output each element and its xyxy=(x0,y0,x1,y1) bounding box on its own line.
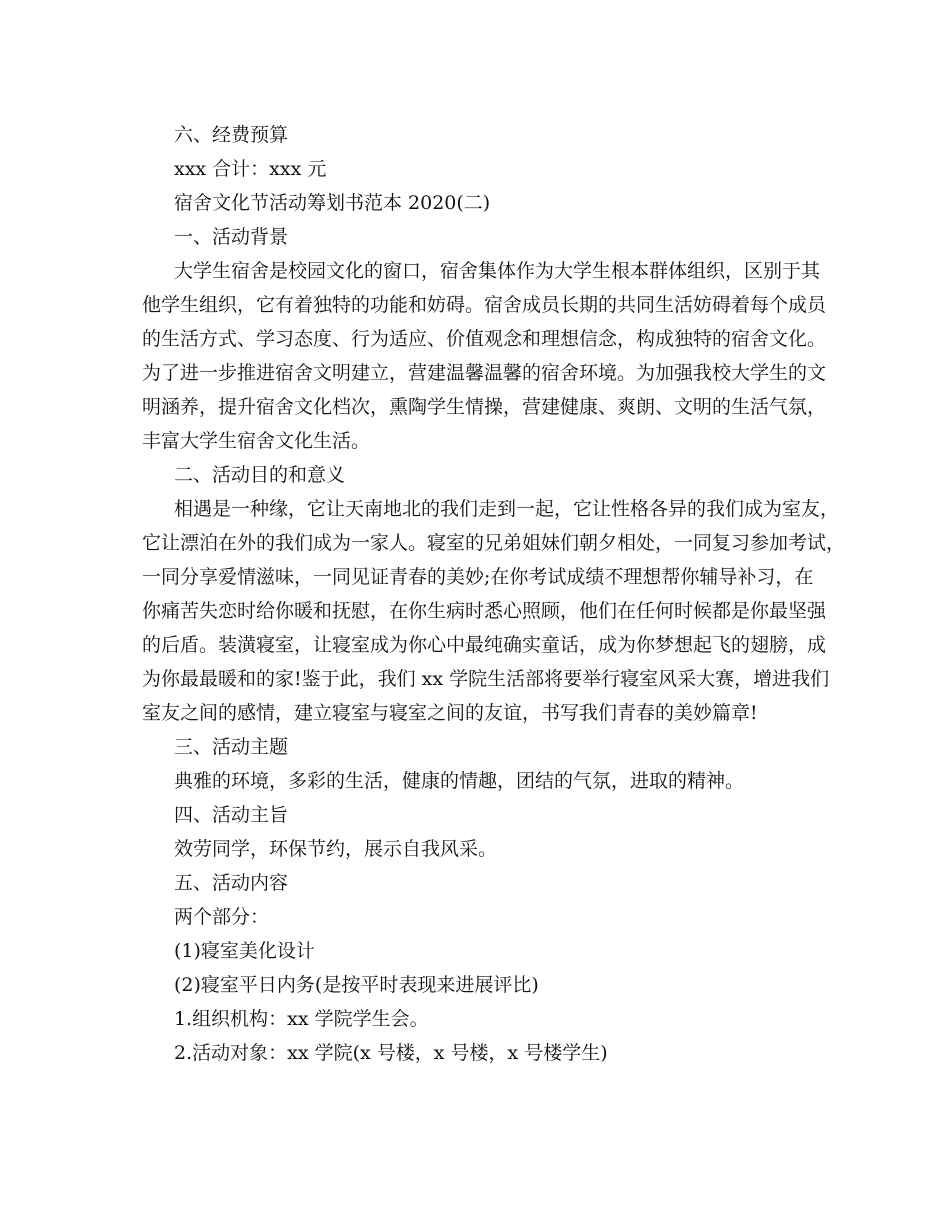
paragraph-line: 你痛苦失恋时给你暖和抚慰，在你生病时悉心照顾，他们在任何时候都是你最坚强 xyxy=(142,600,827,622)
paragraph-line: 典雅的环境，多彩的生活，健康的情趣，团结的气氛，进取的精神。 xyxy=(174,770,745,792)
section-heading-aim: 四、活动主旨 xyxy=(174,804,289,826)
paragraph-line: 一同分享爱情滋味，一同见证青春的美妙;在你考试成绩不理想帮你辅导补习，在 xyxy=(142,566,814,588)
section-heading-background: 一、活动背景 xyxy=(174,226,289,248)
paragraph-line: 为你最最暖和的家!鉴于此，我们 xx 学院生活部将要举行寝室风采大赛，增进我们 xyxy=(142,668,830,690)
section-heading-budget: 六、经费预算 xyxy=(174,124,289,146)
paragraph-line: 为了进一步推进宿舍文明建立，营建温馨温馨的宿舍环境。为加强我校大学生的文 xyxy=(142,362,827,384)
paragraph-line: 明涵养，提升宿舍文化档次，熏陶学生情操，营建健康、爽朗、文明的生活气氛， xyxy=(142,396,827,418)
paragraph-line: 他学生组织，它有着独特的功能和妨碍。宿舍成员长期的共同生活妨碍着每个成员 xyxy=(142,294,827,316)
list-item: (1)寝室美化设计 xyxy=(174,940,315,962)
paragraph-line: 相遇是一种缘，它让天南地北的我们走到一起，它让性格各异的我们成为室友， xyxy=(174,498,840,520)
paragraph-line: 的后盾。装潢寝室，让寝室成为你心中最纯确实童话，成为你梦想起飞的翅膀，成 xyxy=(142,634,827,656)
paragraph-line: 它让漂泊在外的我们成为一家人。寝室的兄弟姐妹们朝夕相处，一同复习参加考试， xyxy=(142,532,846,554)
paragraph-line: 丰富大学生宿舍文化生活。 xyxy=(142,430,371,452)
paragraph-line: 室友之间的感情，建立寝室与寝室之间的友谊，书写我们青春的美妙篇章! xyxy=(142,702,758,724)
document-body xyxy=(142,118,846,1070)
list-item: (2)寝室平日内务(是按平时表现来进展评比) xyxy=(174,974,539,996)
paragraph-line: 大学生宿舍是校园文化的窗口，宿舍集体作为大学生根本群体组织，区别于其 xyxy=(174,260,821,282)
section-heading-purpose: 二、活动目的和意义 xyxy=(174,464,346,486)
document-title: 宿舍文化节活动筹划书范本 2020(二) xyxy=(174,192,491,214)
budget-total: xxx 合计：xxx 元 xyxy=(174,158,327,180)
paragraph-line: 效劳同学，环保节约，展示自我风采。 xyxy=(174,838,498,860)
paragraph-line: 两个部分： xyxy=(174,906,270,928)
list-item: 2.活动对象：xx 学院(x 号楼，x 号楼，x 号楼学生) xyxy=(174,1042,608,1064)
list-item: 1.组织机构：xx 学院学生会。 xyxy=(174,1008,429,1030)
section-heading-theme: 三、活动主题 xyxy=(174,736,289,758)
paragraph-line: 的生活方式、学习态度、行为适应、价值观念和理想信念，构成独特的宿舍文化。 xyxy=(142,328,827,350)
section-heading-content: 五、活动内容 xyxy=(174,872,289,894)
